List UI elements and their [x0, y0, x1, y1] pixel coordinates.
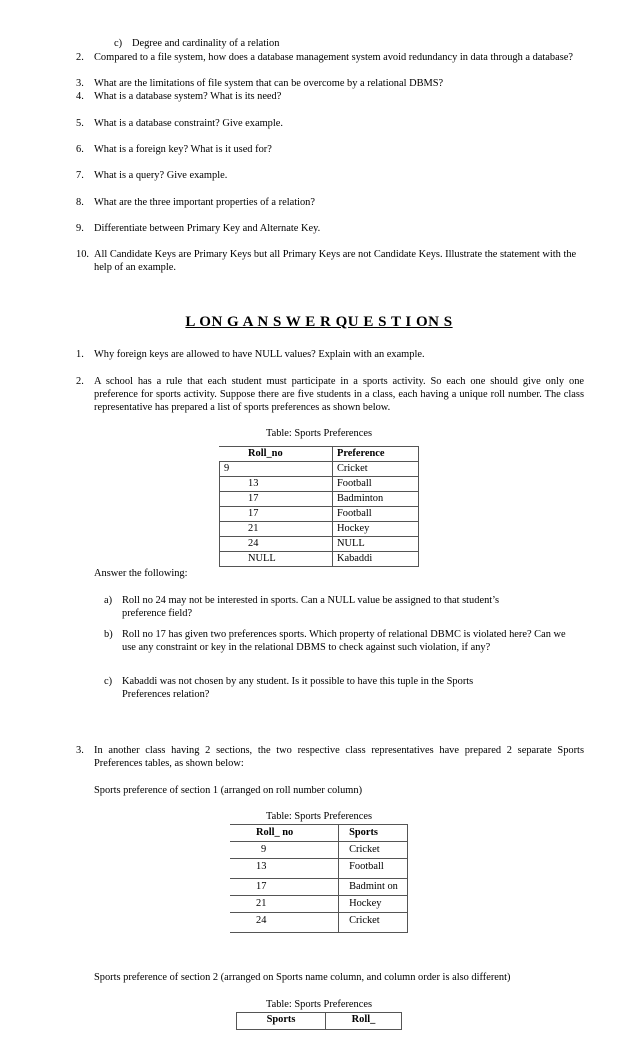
sports-preferences-table [219, 446, 419, 567]
item-text: Degree and cardinality of a relation [132, 38, 280, 49]
table-header-row [231, 825, 408, 842]
item-text: What are the three important properties of a relation? [94, 197, 315, 208]
item-text: What is a query? Give example. [94, 170, 228, 181]
table-cell: 13 [231, 859, 339, 879]
table-cell: 17 [220, 492, 333, 507]
table-cell: 24 [220, 537, 333, 552]
item-number: 7. [76, 170, 84, 181]
table-cell: 9 [220, 462, 333, 477]
table-caption: Table: Sports Preferences [265, 428, 373, 439]
item-text: All Candidate Keys are Primary Keys but all Primary Keys are not Candidate Keys. Illustrate the statement with the help of an example. [94, 249, 577, 273]
table-row [220, 507, 419, 522]
section-heading: L ON G A N S W E R QU E S T I ON S [185, 314, 453, 330]
table-cell: Hockey [339, 896, 408, 913]
item-number: 4. [76, 91, 84, 102]
table-row [231, 842, 408, 859]
table-cell: Hockey [333, 522, 419, 537]
table-header-row [237, 1013, 402, 1030]
item-number: 3. [76, 745, 84, 756]
table-row [220, 477, 419, 492]
table-cell: NULL [333, 537, 419, 552]
table-cell: 13 [220, 477, 333, 492]
section2-label: Sports preference of section 2 (arranged on Sports name column, and column order is also different) [94, 972, 511, 983]
table-caption: Table: Sports Preferences [265, 811, 373, 822]
table-cell: Football [339, 859, 408, 879]
answer-intro: Answer the following: [94, 568, 188, 579]
table-row [220, 537, 419, 552]
item-text: What is a database constraint? Give example. [94, 118, 283, 129]
column-header: Preference [333, 447, 419, 462]
column-header: Roll_ no [231, 825, 339, 842]
table-row [220, 522, 419, 537]
column-header: Roll_no [220, 447, 333, 462]
item-number: 2. [76, 52, 84, 63]
item-text: Roll no 24 may not be interested in sports. Can a NULL value be assigned to that student’s preference field? [122, 595, 500, 619]
item-number: 9. [76, 223, 84, 234]
table-row [231, 859, 408, 879]
table-cell: 24 [231, 913, 339, 933]
table-row [220, 552, 419, 567]
table-cell: Badminton [333, 492, 419, 507]
item-text: In another class having 2 sections, the two respective class representatives have prepared 2 separate Sports Preferences tables, as shown below: [94, 745, 584, 769]
table-cell: Kabaddi [333, 552, 419, 567]
section2-preferences-table [236, 1012, 402, 1030]
section1-preferences-table [230, 824, 408, 933]
table-cell: NULL [220, 552, 333, 567]
table-cell: Cricket [339, 842, 408, 859]
table-row [231, 913, 408, 933]
table-cell: Football [333, 477, 419, 492]
table-cell: 21 [220, 522, 333, 537]
table-row [220, 492, 419, 507]
item-text: Differentiate between Primary Key and Alternate Key. [94, 223, 321, 234]
item-text: A school has a rule that each student must participate in a sports activity. So each one should give only one preference for sports activity. Suppose there are five students in a class, each having a unique roll number. The class representative has prepared a list of sports preferences as shown below. [94, 376, 584, 413]
table-cell: Badmint on [339, 879, 408, 896]
item-text: What are the limitations of file system that can be overcome by a relational DBMS? [94, 78, 444, 89]
item-number: 5. [76, 118, 84, 129]
item-number: 8. [76, 197, 84, 208]
column-header: Sports [339, 825, 408, 842]
column-header: Sports [237, 1013, 326, 1030]
item-number: c) [114, 38, 123, 49]
table-cell: Cricket [339, 913, 408, 933]
item-number: a) [104, 595, 113, 606]
table-row [220, 462, 419, 477]
table-header-row [220, 447, 419, 462]
table-cell: 17 [220, 507, 333, 522]
item-text: What is a database system? What is its need? [94, 91, 282, 102]
table-row [231, 896, 408, 913]
table-cell: Football [333, 507, 419, 522]
item-text: What is a foreign key? What is it used for? [94, 144, 272, 155]
table-cell: 9 [231, 842, 339, 859]
table-cell: 21 [231, 896, 339, 913]
item-number: b) [104, 629, 113, 640]
item-number: 6. [76, 144, 84, 155]
item-number: 1. [76, 349, 84, 360]
item-number: 10. [76, 249, 89, 260]
column-header: Roll_ [326, 1013, 402, 1030]
item-text: Why foreign keys are allowed to have NULL values? Explain with an example. [94, 349, 425, 360]
table-caption: Table: Sports Preferences [265, 999, 373, 1010]
item-number: 2. [76, 376, 84, 387]
item-text: Roll no 17 has given two preferences sports. Which property of relational DBMC is violated here? Can we use any constraint or key in the relational DBMS to check against such violation, if any? [122, 629, 566, 653]
item-text: Compared to a file system, how does a database management system avoid redundancy in data through a database? [94, 52, 573, 63]
item-number: c) [104, 676, 113, 687]
table-row [231, 879, 408, 896]
item-number: 3. [76, 78, 84, 89]
table-cell: 17 [231, 879, 339, 896]
section1-label: Sports preference of section 1 (arranged on roll number column) [94, 785, 363, 796]
item-text: Kabaddi was not chosen by any student. Is it possible to have this tuple in the Sports Preferences relation? [122, 676, 474, 700]
table-cell: Cricket [333, 462, 419, 477]
